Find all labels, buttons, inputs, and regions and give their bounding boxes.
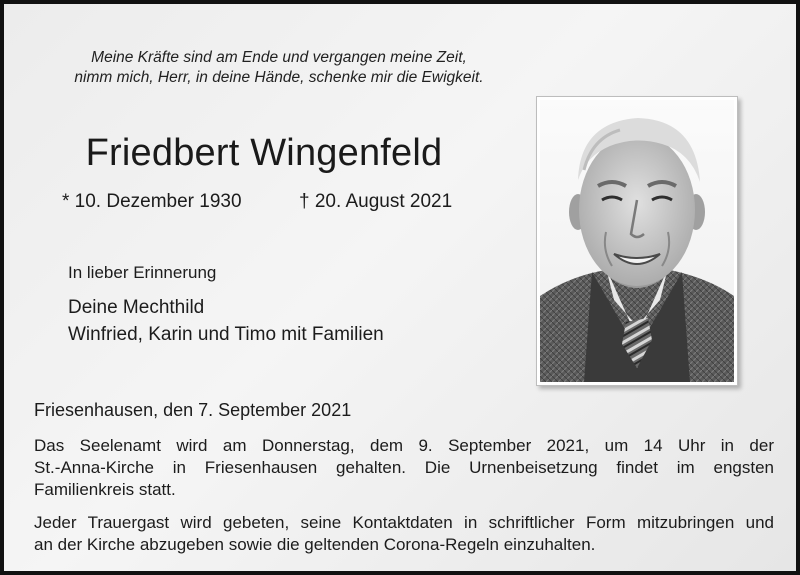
memory-intro: In lieber Erinnerung [68,263,217,282]
covid-notice [34,512,774,556]
covid-line-1: Jeder Trauergast wird gebeten, seine Kontaktdaten in schriftlicher Form mitzubringen und [34,513,774,532]
place-and-date: Friesenhausen, den 7. September 2021 [34,400,352,420]
portrait-image [540,100,734,382]
service-line-2: St.-Anna-Kirche in Friesenhausen gehalten. Die Urnenbeisetzung findet im engsten [34,458,774,477]
portrait-photo [536,96,738,386]
service-line-3: Familienkreis statt. [34,480,176,499]
mourner-line-2: Winfried, Karin und Timo mit Familien [68,324,384,345]
poem-verse [34,48,524,88]
service-announcement [34,435,774,501]
service-line-1: Das Seelenamt wird am Donnerstag, dem 9. September 2021, um 14 Uhr in der [34,436,774,455]
death-date: † 20. August 2021 [299,191,453,212]
birth-date: * 10. Dezember 1930 [62,191,242,212]
poem-line-2: nimm mich, Herr, in deine Hände, schenke mir die Ewigkeit. [74,69,484,86]
deceased-name: Friedbert Wingenfeld [85,132,443,174]
poem-line-1: Meine Kräfte sind am Ende und vergangen meine Zeit, [91,49,467,66]
mourner-line-1: Deine Mechthild [68,297,205,318]
covid-line-2: an der Kirche abzugeben sowie die geltenden Corona-Regeln einzuhalten. [34,535,596,554]
mourners-list [68,294,384,348]
